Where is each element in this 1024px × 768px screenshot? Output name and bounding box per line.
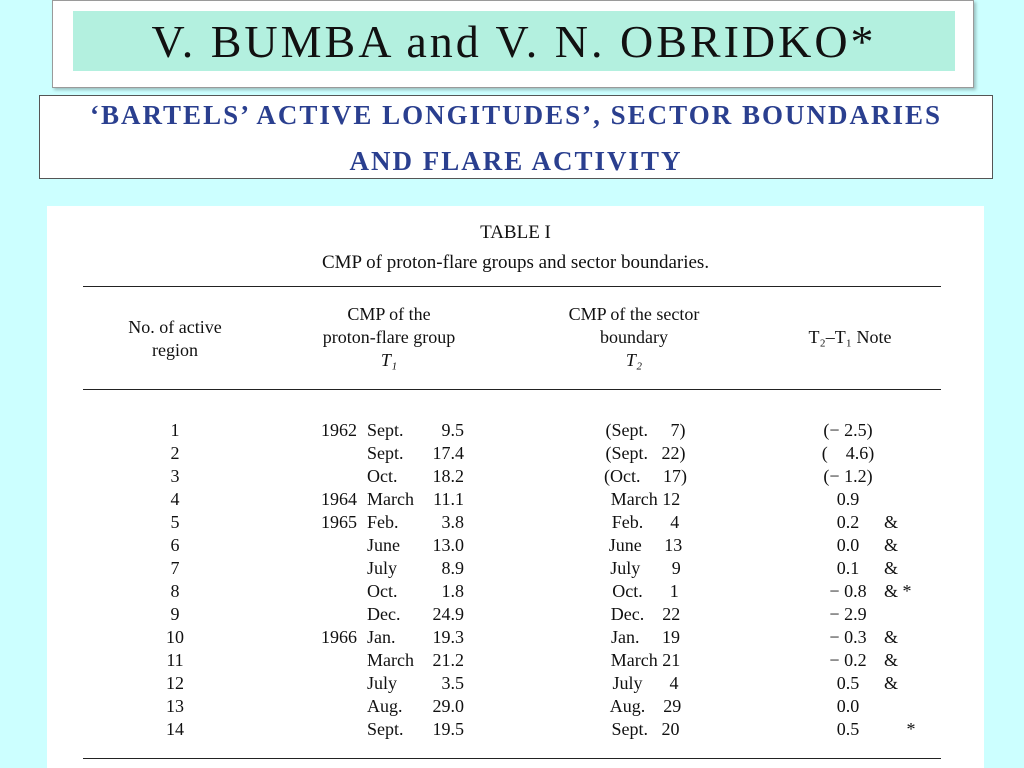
header-t1-line-2: proton-flare group — [322, 327, 456, 347]
time-difference: (− 1.2) — [823, 466, 873, 486]
table-row — [47, 419, 984, 442]
header-difference-note: T₂–T₁ Note — [808, 327, 892, 347]
time-difference: 0.2 — [836, 512, 860, 532]
table-row — [47, 580, 984, 603]
region-number: 13 — [166, 696, 184, 716]
region-number: 5 — [170, 512, 180, 532]
header-t1 — [294, 303, 484, 372]
flare-day: 29.0 — [432, 696, 464, 716]
note-mark: & * — [884, 581, 912, 601]
table-row — [47, 718, 984, 741]
region-number: 7 — [170, 558, 180, 578]
bottom-rule — [83, 758, 941, 759]
sector-boundary-cmp: Oct. 1 — [612, 581, 679, 601]
table-row — [47, 557, 984, 580]
table-row — [47, 649, 984, 672]
flare-day: 19.5 — [432, 719, 464, 739]
header-t2-line-2: boundary — [600, 327, 668, 347]
sector-boundary-cmp: Jan. 19 — [611, 627, 680, 647]
sector-boundary-cmp: Aug. 29 — [609, 696, 682, 716]
time-difference: − 0.2 — [829, 650, 867, 670]
flare-day: 18.2 — [432, 466, 464, 486]
sector-boundary-cmp: March 21 — [610, 650, 681, 670]
flare-month: Feb. — [367, 512, 399, 532]
flare-day: 13.0 — [432, 535, 464, 555]
paper-title-line-1: ‘BARTELS’ ACTIVE LONGITUDES’, SECTOR BOUNDARIES — [90, 100, 942, 130]
note-mark: & — [884, 558, 899, 578]
table-row — [47, 465, 984, 488]
paper-title-line-2: AND FLARE ACTIVITY — [349, 146, 683, 176]
header-t2-symbol: T₂ — [625, 350, 643, 370]
flare-month: June — [367, 535, 400, 555]
sector-boundary-cmp: June 13 — [608, 535, 683, 555]
time-difference: − 2.9 — [829, 604, 867, 624]
flare-month: July — [367, 558, 398, 578]
table-row — [47, 488, 984, 511]
region-number: 1 — [170, 420, 180, 440]
time-difference: ( 4.6) — [821, 443, 875, 463]
table-caption: CMP of proton-flare groups and sector boundaries. — [321, 252, 710, 273]
flare-year: 1965 — [321, 512, 357, 532]
flare-day: 8.9 — [441, 558, 464, 578]
flare-month: July — [367, 673, 398, 693]
flare-month: Oct. — [367, 466, 398, 486]
flare-day: 19.3 — [432, 627, 464, 647]
flare-month: March — [367, 489, 414, 509]
header-active-region-line-2: region — [152, 340, 198, 360]
header-active-region — [105, 316, 245, 362]
flare-day: 3.8 — [441, 512, 464, 532]
region-number: 12 — [166, 673, 184, 693]
region-number: 6 — [170, 535, 180, 555]
flare-day: 3.5 — [441, 673, 464, 693]
header-rule — [83, 389, 941, 390]
region-number: 3 — [170, 466, 180, 486]
time-difference: 0.5 — [836, 673, 860, 693]
sector-boundary-cmp: Feb. 4 — [611, 512, 680, 532]
time-difference: 0.1 — [836, 558, 860, 578]
author-banner — [52, 0, 974, 88]
time-difference: 0.5 — [836, 719, 860, 739]
table-panel — [47, 206, 984, 768]
flare-year: 1966 — [321, 627, 357, 647]
flare-day: 24.9 — [432, 604, 464, 624]
flare-year: 1962 — [321, 420, 357, 440]
header-t1-symbol: T₁ — [380, 350, 398, 370]
region-number: 2 — [170, 443, 180, 463]
flare-year: 1964 — [321, 489, 357, 509]
time-difference: 0.0 — [836, 696, 860, 716]
table-row — [47, 603, 984, 626]
time-difference: (− 2.5) — [823, 420, 873, 440]
table-row — [47, 511, 984, 534]
table-row — [47, 672, 984, 695]
flare-month: March — [367, 650, 414, 670]
region-number: 9 — [170, 604, 180, 624]
time-difference: 0.9 — [836, 489, 860, 509]
sector-boundary-cmp: March 12 — [610, 489, 681, 509]
time-difference: 0.0 — [836, 535, 860, 555]
top-rule — [83, 286, 941, 287]
table-row — [47, 534, 984, 557]
note-mark: & — [884, 627, 899, 647]
sector-boundary-cmp: July 9 — [610, 558, 681, 578]
paper-title — [39, 95, 993, 179]
flare-month: Dec. — [367, 604, 401, 624]
flare-month: Sept. — [367, 719, 404, 739]
flare-day: 17.4 — [432, 443, 464, 463]
flare-month: Oct. — [367, 581, 398, 601]
region-number: 8 — [170, 581, 180, 601]
sector-boundary-cmp: (Oct. 17) — [604, 466, 687, 486]
table-row — [47, 442, 984, 465]
sector-boundary-cmp: July 4 — [612, 673, 679, 693]
sector-boundary-cmp: Sept. 20 — [611, 719, 680, 739]
region-number: 4 — [170, 489, 180, 509]
header-t2 — [539, 303, 729, 372]
flare-day: 21.2 — [432, 650, 464, 670]
flare-month: Jan. — [367, 627, 396, 647]
region-number: 11 — [166, 650, 184, 670]
table-row — [47, 626, 984, 649]
sector-boundary-cmp: Dec. 22 — [610, 604, 681, 624]
flare-day: 9.5 — [441, 420, 464, 440]
header-t1-line-1: CMP of the — [347, 304, 431, 324]
header-active-region-line-1: No. of active — [128, 317, 222, 337]
note-mark: * — [884, 719, 916, 739]
header-t2-line-1: CMP of the sector — [568, 304, 700, 324]
flare-month: Sept. — [367, 443, 404, 463]
sector-boundary-cmp: (Sept. 7) — [605, 420, 686, 440]
note-mark: & — [884, 650, 899, 670]
region-number: 10 — [166, 627, 184, 647]
sector-boundary-cmp: (Sept. 22) — [605, 443, 686, 463]
region-number: 14 — [166, 719, 184, 739]
table-row — [47, 695, 984, 718]
note-mark: & — [884, 512, 899, 532]
flare-day: 1.8 — [441, 581, 464, 601]
note-mark: & — [884, 535, 899, 555]
time-difference: − 0.8 — [829, 581, 867, 601]
flare-day: 11.1 — [433, 489, 464, 509]
author-names: V. BUMBA and V. N. OBRIDKO* — [73, 11, 955, 71]
time-difference: − 0.3 — [829, 627, 867, 647]
flare-month: Sept. — [367, 420, 404, 440]
note-mark: & — [884, 673, 899, 693]
flare-month: Aug. — [367, 696, 403, 716]
table-label: TABLE I — [480, 222, 551, 243]
